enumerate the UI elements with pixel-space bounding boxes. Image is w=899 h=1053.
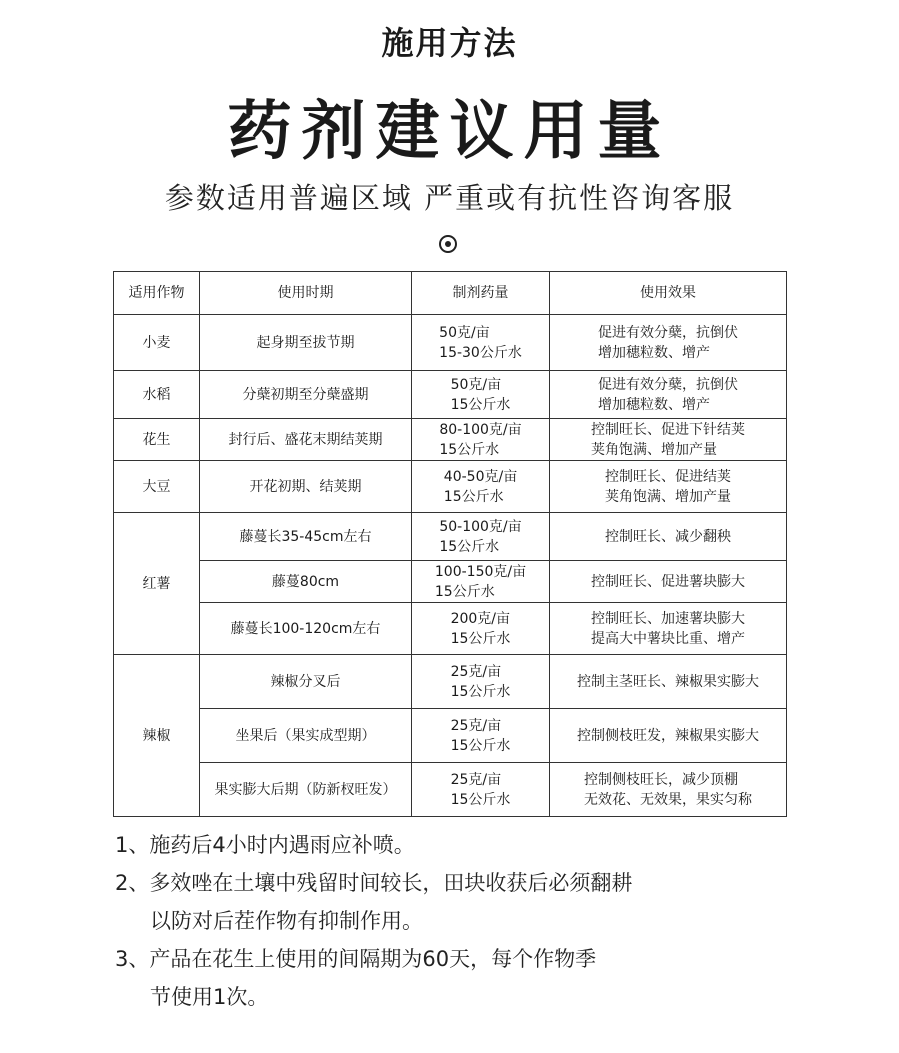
rate-cell (412, 371, 550, 419)
period-cell: 藤蔓长35-45cm左右 (200, 513, 412, 561)
effect-text: 控制侧枝旺长，减少顶棚 无效花、无效果，果实匀称 (584, 771, 752, 808)
rate-cell (412, 419, 550, 461)
column-header-period: 使用时期 (200, 272, 412, 315)
effect-cell (550, 603, 787, 655)
effect-text: 促进有效分蘖，抗倒伏 增加穗粒数、增产 (598, 376, 738, 413)
effect-text: 控制旺长、促进结荚 荚角饱满、增加产量 (605, 468, 731, 505)
column-header-effect: 使用效果 (550, 272, 787, 315)
effect-text: 促进有效分蘖，抗倒伏 增加穗粒数、增产 (598, 324, 738, 361)
table-row (114, 419, 787, 461)
period-cell: 藤蔓长100-120cm左右 (200, 603, 412, 655)
rate-cell (412, 603, 550, 655)
crop-cell: 水稻 (114, 371, 200, 419)
effect-cell (550, 315, 787, 371)
table-row (114, 603, 787, 655)
rate-text: 200克/亩 15公斤水 (450, 610, 511, 647)
effect-cell (550, 709, 787, 763)
effect-text: 控制旺长、加速薯块膨大 提高大中薯块比重、增产 (591, 610, 745, 647)
table-row (114, 461, 787, 513)
rate-text: 80-100克/亩 15公斤水 (439, 421, 522, 458)
effect-cell (550, 513, 787, 561)
rate-text: 50-100克/亩 15公斤水 (439, 518, 522, 555)
crop-cell: 小麦 (114, 315, 200, 371)
rate-cell (412, 655, 550, 709)
effect-text: 控制旺长、减少翻秧 (605, 528, 731, 545)
table-header-row (114, 272, 787, 315)
rate-text: 40-50克/亩 15公斤水 (443, 468, 518, 505)
period-cell: 封行后、盛花末期结荚期 (200, 419, 412, 461)
effect-text: 控制侧枝旺发，辣椒果实膨大 (577, 727, 759, 744)
rate-cell (412, 461, 550, 513)
rate-cell (412, 763, 550, 817)
note-line: 节使用1次。 (150, 985, 269, 1009)
effect-cell (550, 763, 787, 817)
period-cell: 辣椒分叉后 (200, 655, 412, 709)
note-number: 3、 (115, 947, 150, 971)
crop-cell: 大豆 (114, 461, 200, 513)
effect-text: 控制主茎旺长、辣椒果实膨大 (577, 673, 759, 690)
table-row (114, 655, 787, 709)
column-header-rate: 制剂药量 (412, 272, 550, 315)
period-cell: 果实膨大后期（防新杈旺发） (200, 763, 412, 817)
note-line: 产品在花生上使用的间隔期为60天，每个作物季 (149, 947, 597, 971)
effect-cell (550, 371, 787, 419)
effect-text: 控制旺长、促进下针结荚 荚角饱满、增加产量 (591, 421, 745, 458)
rate-text: 25克/亩 15公斤水 (450, 717, 511, 754)
note-line: 施药后4小时内遇雨应补喷。 (149, 833, 415, 857)
period-cell: 开花初期、结荚期 (200, 461, 412, 513)
note-item (115, 864, 875, 940)
notes-list (115, 826, 875, 1016)
note-line: 多效唑在土壤中残留时间较长，田块收获后必须翻耕 (149, 871, 633, 895)
rate-cell (412, 315, 550, 371)
rate-text: 25克/亩 15公斤水 (450, 663, 511, 700)
usage-note: 参数适用普遍区域 严重或有抗性咨询客服 (164, 181, 735, 215)
note-item (115, 940, 875, 1016)
table-row (114, 561, 787, 603)
period-cell: 坐果后（果实成型期） (200, 709, 412, 763)
note-number: 2、 (115, 871, 150, 895)
table-row (114, 709, 787, 763)
effect-cell (550, 655, 787, 709)
rate-cell (412, 561, 550, 603)
table-row (114, 371, 787, 419)
rate-cell (412, 709, 550, 763)
rate-text: 25克/亩 15公斤水 (450, 771, 511, 808)
note-line: 以防对后茬作物有抑制作用。 (150, 909, 423, 933)
crop-cell: 花生 (114, 419, 200, 461)
dosage-table (113, 271, 787, 817)
note-number: 1、 (115, 833, 150, 857)
effect-cell (550, 461, 787, 513)
column-header-crop: 适用作物 (114, 272, 200, 315)
period-cell: 分蘖初期至分蘖盛期 (200, 371, 412, 419)
effect-text: 控制旺长、促进薯块膨大 (591, 573, 745, 590)
rate-text: 50克/亩 15公斤水 (450, 376, 511, 413)
period-cell: 藤蔓80cm (200, 561, 412, 603)
rate-cell (412, 513, 550, 561)
table-body (114, 315, 787, 817)
table-row (114, 763, 787, 817)
table-row (114, 513, 787, 561)
table-row (114, 315, 787, 371)
crop-cell: 辣椒 (114, 655, 200, 817)
rate-text: 50克/亩 15-30公斤水 (439, 324, 522, 361)
effect-cell (550, 419, 787, 461)
effect-cell (550, 561, 787, 603)
page-title: 药剂建议用量 (227, 95, 672, 169)
period-cell: 起身期至拔节期 (200, 315, 412, 371)
crop-cell: 红薯 (114, 513, 200, 655)
section-subtitle: 施用方法 (381, 24, 518, 62)
bullseye-icon (439, 235, 457, 253)
note-item (115, 826, 875, 864)
rate-text: 100-150克/亩 15公斤水 (434, 563, 527, 600)
